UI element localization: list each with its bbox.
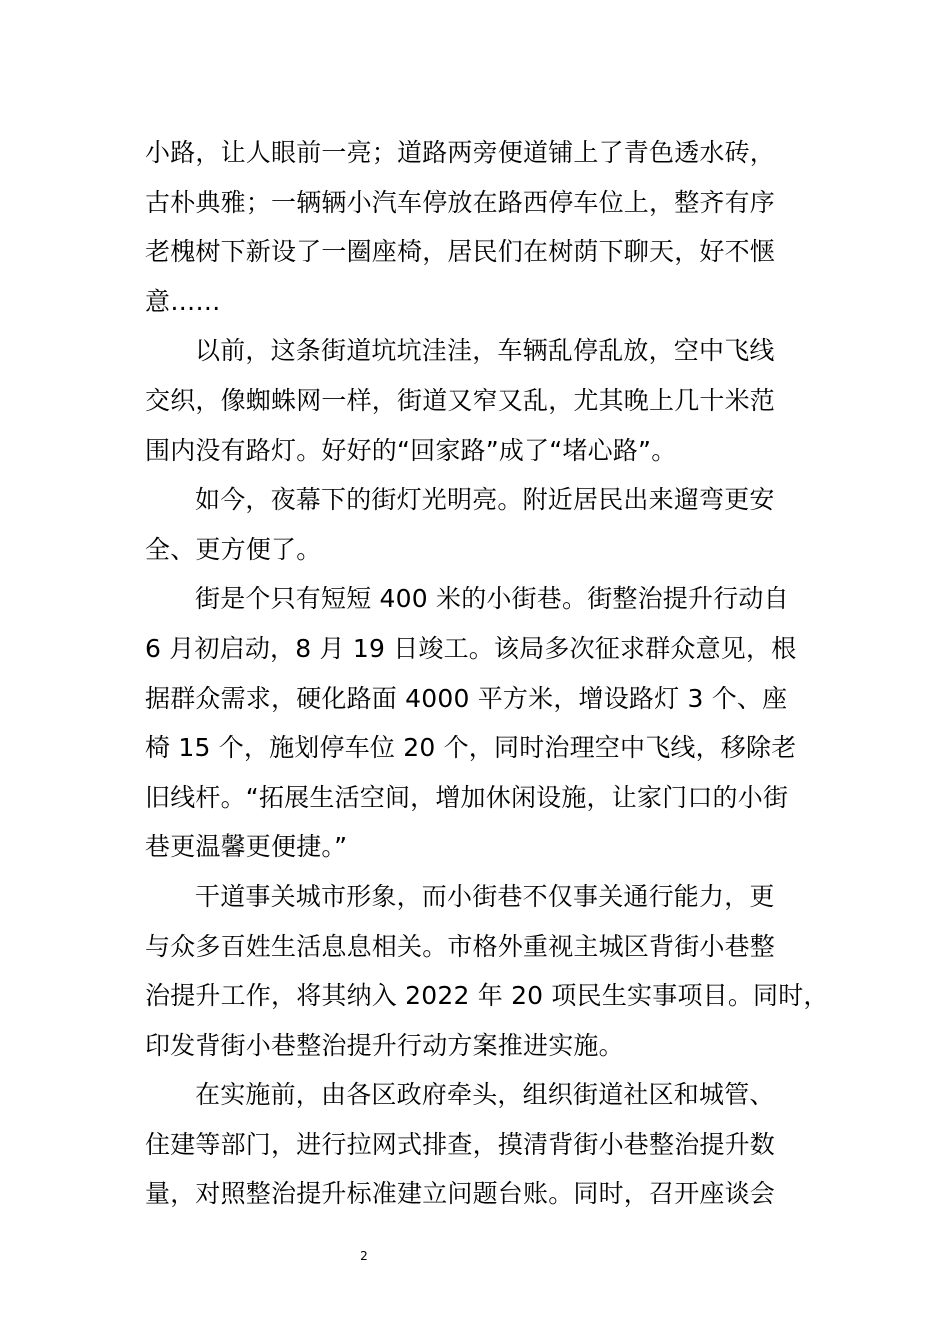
text-line: 住建等部门，进行拉网式排查，摸清背街小巷整治提升数 — [145, 1129, 776, 1159]
text-line: 印发背街小巷整治提升行动方案推进实施。 — [145, 1030, 624, 1060]
paragraph-first-line: 干道事关城市形象，而小街巷不仅事关通行能力，更 — [195, 881, 775, 911]
text-line: 巷更温馨更便捷。” — [145, 832, 348, 862]
body-text — [145, 128, 835, 1219]
text-line: 治提升工作，将其纳入 2022 年 20 项民生实事项目。同时， — [145, 981, 829, 1011]
text-line: 交织，像蜘蛛网一样，街道又窄又乱，尤其晚上几十米范 — [145, 385, 776, 415]
paragraph-first-line: 如今，夜幕下的街灯光明亮。附近居民出来遛弯更安 — [195, 485, 775, 515]
text-line: 意…… — [145, 286, 221, 316]
text-line: 6 月初启动，8 月 19 日竣工。该局多次征求群众意见，根 — [145, 633, 797, 663]
text-line: 小路，让人眼前一亮；道路两旁便道铺上了青色透水砖， — [145, 138, 776, 167]
text-line: 全、更方便了。 — [145, 534, 322, 564]
text-line: 旧线杆。“拓展生活空间，增加休闲设施，让家门口的小街 — [145, 782, 789, 812]
text-line: 围内没有路灯。好好的“回家路”成了“堵心路”。 — [145, 435, 677, 465]
text-line: 据群众需求，硬化路面 4000 平方米，增设路灯 3 个、座 — [145, 683, 788, 713]
paragraph-first-line: 在实施前，由各区政府牵头，组织街道社区和城管、 — [195, 1080, 775, 1110]
text-line: 与众多百姓生活息息相关。市格外重视主城区背街小巷整 — [145, 931, 776, 961]
text-line: 古朴典雅；一辆辆小汽车停放在路西停车位上，整齐有序 — [145, 187, 776, 217]
text-line: 老槐树下新设了一圈座椅，居民们在树荫下聊天，好不惬 — [145, 237, 776, 267]
text-line: 椅 15 个，施划停车位 20 个，同时治理空中飞线，移除老 — [145, 733, 797, 763]
paragraph-first-line: 以前，这条街道坑坑洼洼，车辆乱停乱放，空中飞线 — [195, 336, 775, 366]
paragraph-first-line: 街是个只有短短 400 米的小街巷。街整治提升行动自 — [195, 584, 789, 614]
text-line: 量，对照整治提升标准建立问题台账。同时，召开座谈会 — [145, 1179, 776, 1209]
page-number: 2 — [360, 1249, 368, 1263]
